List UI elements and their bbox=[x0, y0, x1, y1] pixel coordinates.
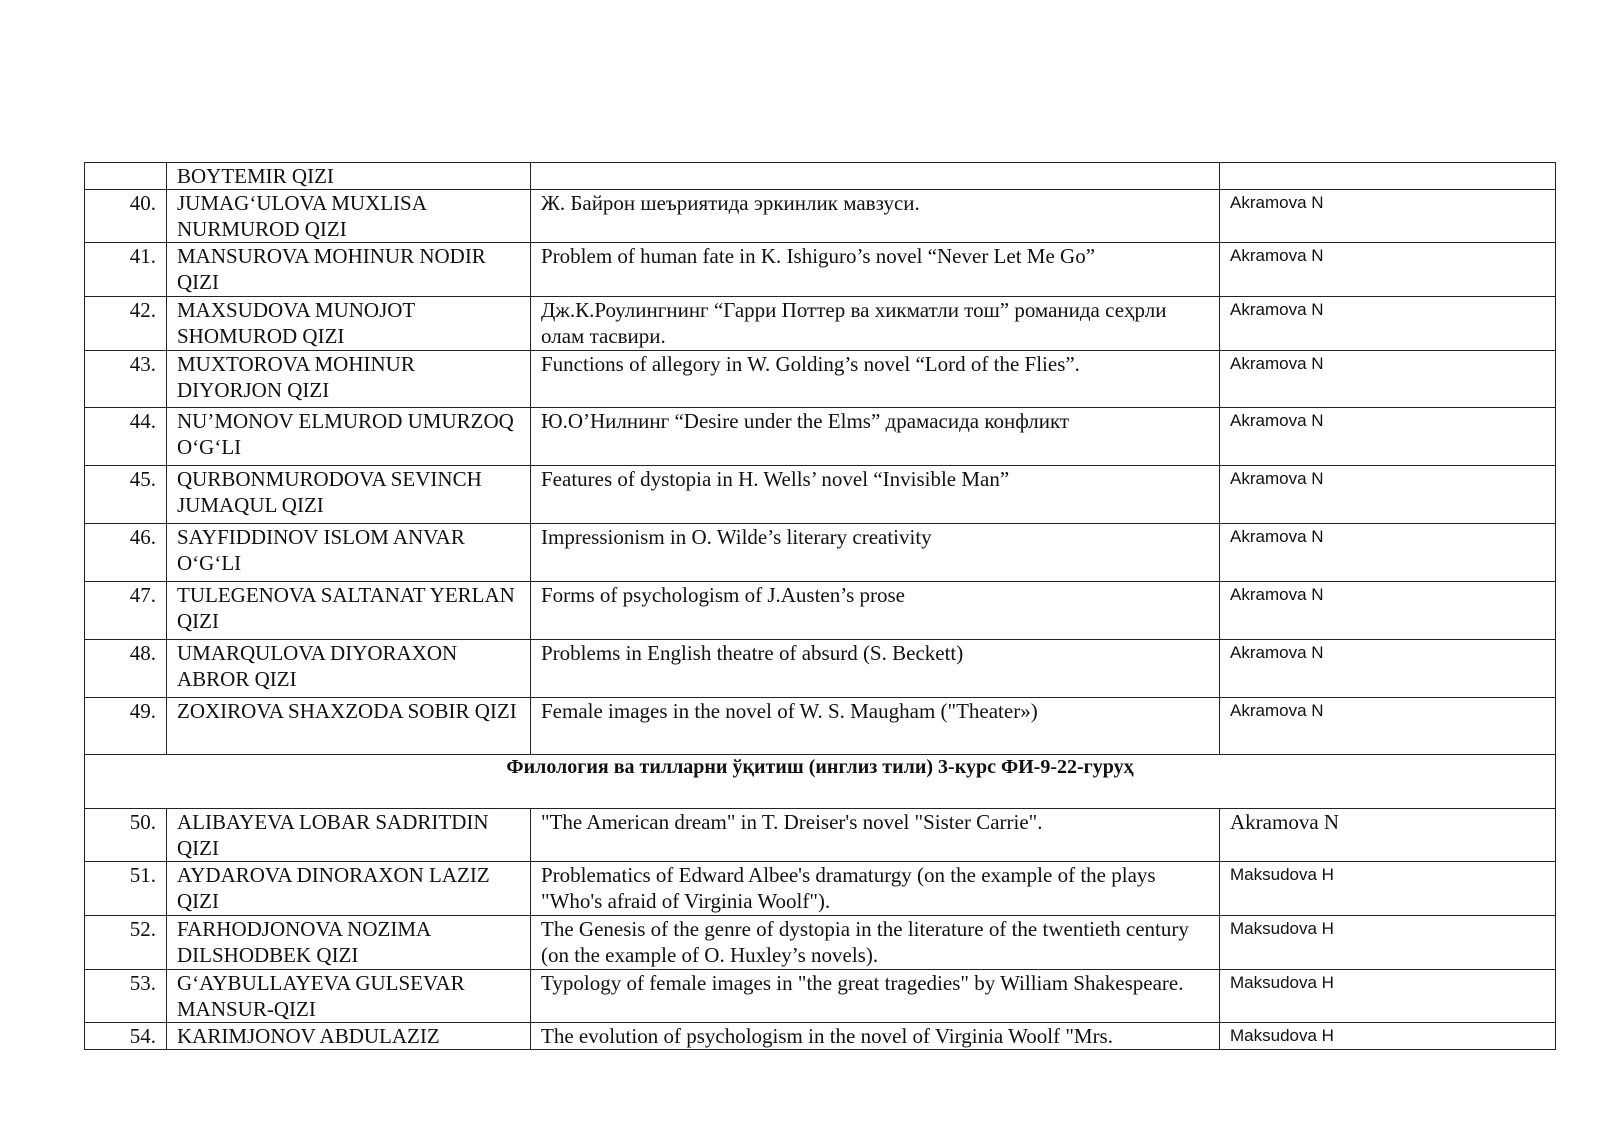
thesis-topic: Impressionism in O. Wilde’s literary creativity bbox=[531, 524, 1220, 582]
student-name: BOYTEMIR QIZI bbox=[167, 163, 531, 190]
row-number: 51. bbox=[85, 862, 167, 916]
group-heading-row bbox=[85, 755, 1556, 809]
supervisor-name: Akramova N bbox=[1220, 524, 1556, 582]
table-row bbox=[85, 698, 1556, 755]
supervisor-name: Akramova N bbox=[1220, 809, 1556, 862]
table-row bbox=[85, 190, 1556, 243]
thesis-topic bbox=[531, 163, 1220, 190]
thesis-topic: Ж. Байрон шеъриятида эркинлик мавзуси. bbox=[531, 190, 1220, 243]
student-name: NU’MONOV ELMUROD UMURZOQ O‘G‘LI bbox=[167, 408, 531, 466]
supervisor-name: Akramova N bbox=[1220, 640, 1556, 698]
table-row bbox=[85, 582, 1556, 640]
table-row bbox=[85, 916, 1556, 970]
table-row bbox=[85, 297, 1556, 351]
student-name: JUMAG‘ULOVA MUXLISA NURMUROD QIZI bbox=[167, 190, 531, 243]
row-number: 49. bbox=[85, 698, 167, 755]
thesis-topic: The evolution of psychologism in the novel of Virginia Woolf "Mrs. bbox=[531, 1023, 1220, 1050]
row-number: 48. bbox=[85, 640, 167, 698]
row-number: 43. bbox=[85, 351, 167, 408]
thesis-topic: Problems in English theatre of absurd (S. Beckett) bbox=[531, 640, 1220, 698]
supervisor-name bbox=[1220, 163, 1556, 190]
student-name: FARHODJONOVA NOZIMA DILSHODBEK QIZI bbox=[167, 916, 531, 970]
student-name: ZOXIROVA SHAXZODA SOBIR QIZI bbox=[167, 698, 531, 755]
student-name: MANSUROVA MOHINUR NODIR QIZI bbox=[167, 243, 531, 297]
row-number: 52. bbox=[85, 916, 167, 970]
supervisor-name: Akramova N bbox=[1220, 190, 1556, 243]
row-number: 50. bbox=[85, 809, 167, 862]
supervisor-name: Akramova N bbox=[1220, 351, 1556, 408]
row-number: 41. bbox=[85, 243, 167, 297]
student-name: MUXTOROVA MOHINUR DIYORJON QIZI bbox=[167, 351, 531, 408]
row-number: 42. bbox=[85, 297, 167, 351]
supervisor-name: Akramova N bbox=[1220, 698, 1556, 755]
thesis-topic: Forms of psychologism of J.Austen’s prose bbox=[531, 582, 1220, 640]
student-name: TULEGENOVA SALTANAT YERLAN QIZI bbox=[167, 582, 531, 640]
supervisor-name: Akramova N bbox=[1220, 466, 1556, 524]
table-row bbox=[85, 351, 1556, 408]
supervisor-name: Akramova N bbox=[1220, 297, 1556, 351]
supervisor-name: Akramova N bbox=[1220, 408, 1556, 466]
thesis-topic: Features of dystopia in H. Wells’ novel “Invisible Man” bbox=[531, 466, 1220, 524]
student-topic-table bbox=[84, 162, 1556, 1050]
student-name: ALIBAYEVA LOBAR SADRITDIN QIZI bbox=[167, 809, 531, 862]
table-row bbox=[85, 809, 1556, 862]
table-row bbox=[85, 862, 1556, 916]
student-name: SAYFIDDINOV ISLOM ANVAR O‘G‘LI bbox=[167, 524, 531, 582]
row-number: 53. bbox=[85, 970, 167, 1023]
table-row bbox=[85, 970, 1556, 1023]
thesis-topic: Ю.О’Нилнинг “Desire under the Elms” драмасида конфликт bbox=[531, 408, 1220, 466]
row-number: 44. bbox=[85, 408, 167, 466]
student-name: G‘AYBULLAYEVA GULSEVAR MANSUR-QIZI bbox=[167, 970, 531, 1023]
table-row bbox=[85, 408, 1556, 466]
thesis-topic: Problematics of Edward Albee's dramaturgy (on the example of the plays "Who's afraid of Virginia Woolf"). bbox=[531, 862, 1220, 916]
student-name: UMARQULOVA DIYORAXON ABROR QIZI bbox=[167, 640, 531, 698]
student-name: KARIMJONOV ABDULAZIZ bbox=[167, 1023, 531, 1050]
group-heading: Филология ва тилларни ўқитиш (инглиз тили) 3-курс ФИ-9-22-гуруҳ bbox=[85, 755, 1556, 809]
supervisor-name: Akramova N bbox=[1220, 582, 1556, 640]
student-name: QURBONMURODOVA SEVINCH JUMAQUL QIZI bbox=[167, 466, 531, 524]
table-row bbox=[85, 163, 1556, 190]
student-name: AYDAROVA DINORAXON LAZIZ QIZI bbox=[167, 862, 531, 916]
thesis-topic: The Genesis of the genre of dystopia in the literature of the twentieth century (on the example of O. Huxley’s novels). bbox=[531, 916, 1220, 970]
supervisor-name: Akramova N bbox=[1220, 243, 1556, 297]
supervisor-name: Maksudova H bbox=[1220, 970, 1556, 1023]
table-row bbox=[85, 466, 1556, 524]
table-row bbox=[85, 524, 1556, 582]
thesis-topic: "The American dream" in T. Dreiser's novel "Sister Carrie". bbox=[531, 809, 1220, 862]
thesis-topic: Дж.К.Роулингнинг “Гарри Поттер ва хикматли тош” романида сеҳрли олам тасвири. bbox=[531, 297, 1220, 351]
row-number bbox=[85, 163, 167, 190]
supervisor-name: Maksudova H bbox=[1220, 916, 1556, 970]
supervisor-name: Maksudova H bbox=[1220, 1023, 1556, 1050]
supervisor-name: Maksudova H bbox=[1220, 862, 1556, 916]
student-name: MAXSUDOVA MUNOJOT SHOMUROD QIZI bbox=[167, 297, 531, 351]
thesis-topic: Typology of female images in "the great tragedies" by William Shakespeare. bbox=[531, 970, 1220, 1023]
thesis-topic: Female images in the novel of W. S. Maugham ("Theater») bbox=[531, 698, 1220, 755]
row-number: 47. bbox=[85, 582, 167, 640]
row-number: 54. bbox=[85, 1023, 167, 1050]
row-number: 40. bbox=[85, 190, 167, 243]
row-number: 45. bbox=[85, 466, 167, 524]
thesis-topic: Functions of allegory in W. Golding’s novel “Lord of the Flies”. bbox=[531, 351, 1220, 408]
row-number: 46. bbox=[85, 524, 167, 582]
thesis-topic: Problem of human fate in K. Ishiguro’s novel “Never Let Me Go” bbox=[531, 243, 1220, 297]
table-row bbox=[85, 640, 1556, 698]
table-row bbox=[85, 1023, 1556, 1050]
table-row bbox=[85, 243, 1556, 297]
